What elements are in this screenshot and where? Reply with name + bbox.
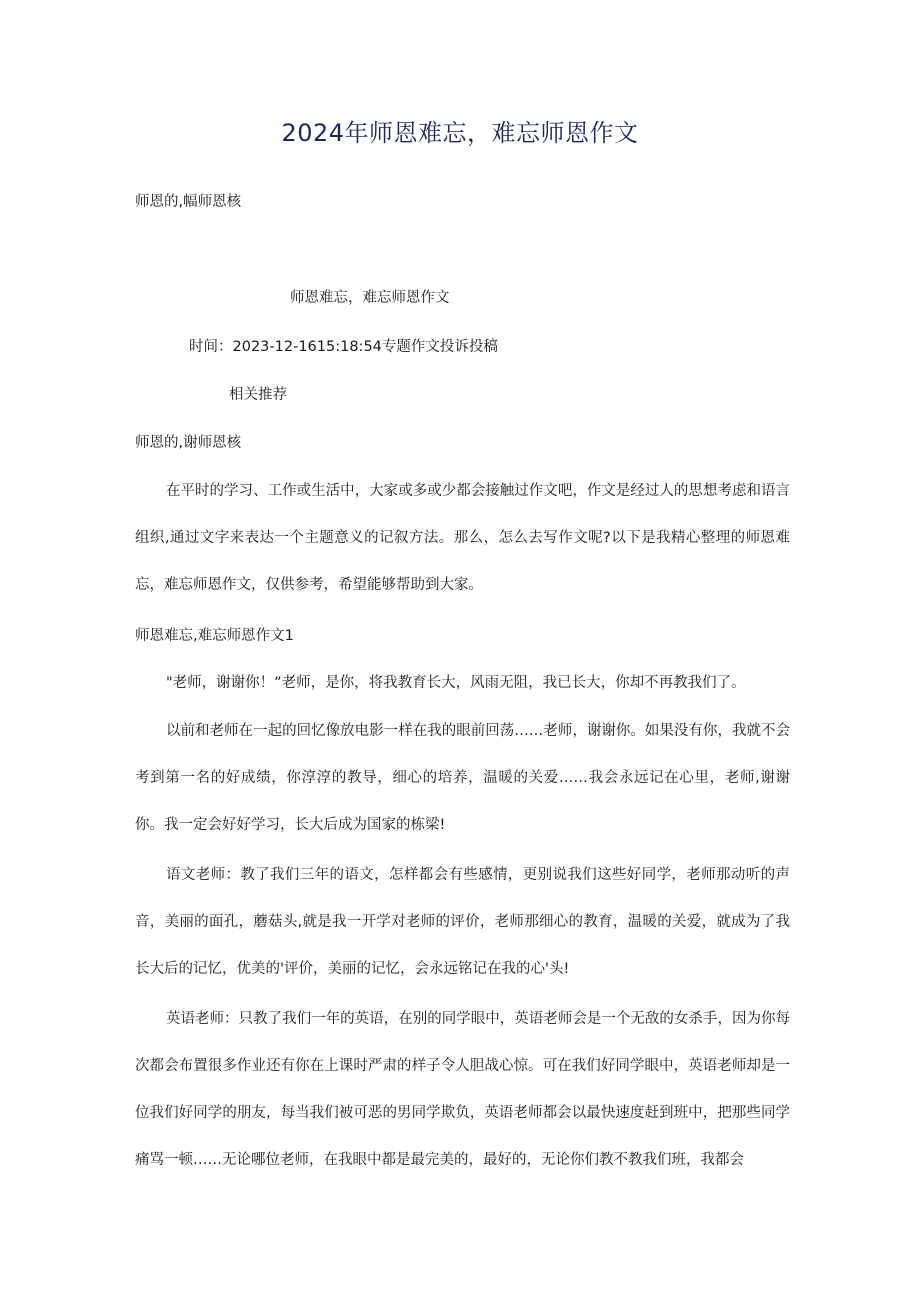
essay-paragraph-3: 语文老师：教了我们三年的语文，怎样都会有些感情，更别说我们这些好同学，老师那动听的声音，美丽的面孔，蘑菇头,就是我一开学对老师的评价，老师那细心的教育，温暖的关爱，就成为了我长大后的记忆，优美的'评价，美丽的记忆，会永远铭记在我的心'头! <box>135 867 790 977</box>
related-heading: 相关推荐 <box>229 387 287 403</box>
meta-line: 时间：2023-12-1615:18:54专题作文投诉投稿 <box>189 339 498 355</box>
essay-title: 师恩难忘,难忘师恩作文1 <box>135 628 294 644</box>
essay-paragraph-4: 英语老师：只教了我们一年的英语，在别的同学眼中，英语老师会是一个无敌的女杀手，因为你每次都会布置很多作业还有你在上课时严肃的样子令人胆战心惊。可在我们好同学眼中，英语老师却是一位我们好同学的朋友，每当我们被可恶的男同学欺负，英语老师都会以最快速度赶到班中，把那些同学痛骂一顿……无论哪位老师，在我眼中都是最完美的，最好的，无论你们教不教我们班，我都会 <box>135 1011 790 1168</box>
essay-paragraph-2: 以前和老师在一起的回忆像放电影一样在我的眼前回荡……老师，谢谢你。如果没有你，我就不会考到第一名的好成绩，你淳淳的教导，细心的培养，温暖的关爱……我会永远记在心里，老师,谢谢你。我一定会好好学习，长大后成为国家的栋梁! <box>135 723 790 833</box>
inner-title: 师恩难忘，难忘师恩作文 <box>290 290 450 306</box>
document-title: 2024年师恩难忘，难忘师恩作文 <box>281 119 639 147</box>
essay-paragraph-1: "老师，谢谢你！”老师，是你，将我教育长大，风雨无阻，我已长大，你却不再教我们了。 <box>166 675 746 691</box>
intro-paragraph: 在平时的学习、工作或生活中，大家或多或少都会接触过作文吧，作文是经过人的思想考虑和语言组织,通过文字来表达一个主题意义的记叙方法。那么，怎么去写作文呢?以下是我精心整理的师恩难忘，难忘师恩作文，仅供参考，希望能够帮助到大家。 <box>135 483 790 593</box>
section-label: 师恩的,谢师恩核 <box>135 435 242 451</box>
subtitle-link: 师恩的,幅师恩核 <box>135 194 242 210</box>
